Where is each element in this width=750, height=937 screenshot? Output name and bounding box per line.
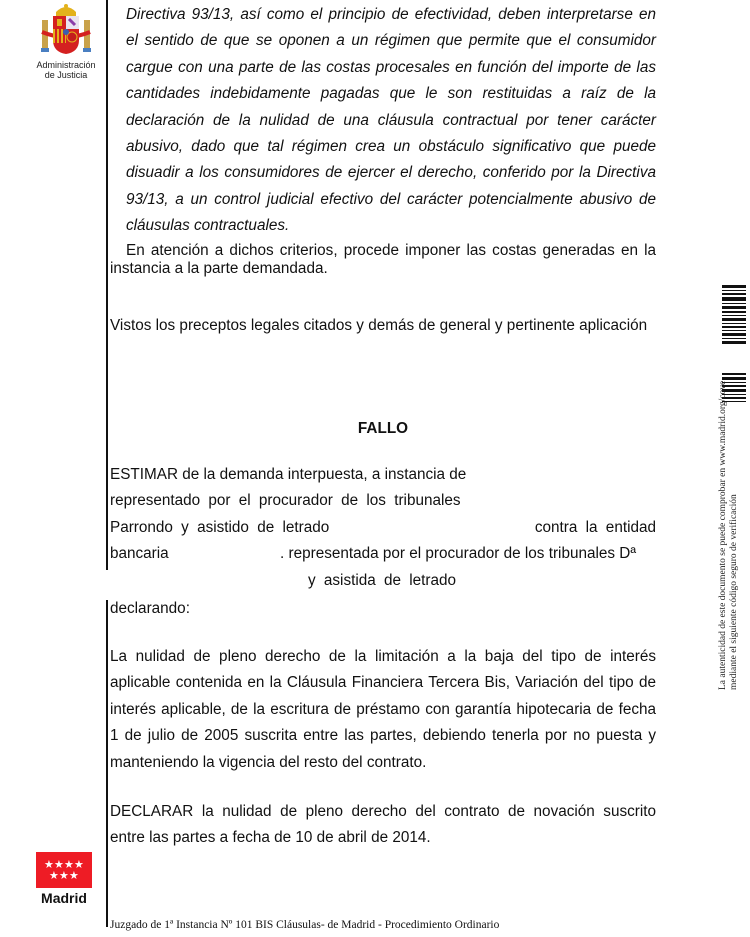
fallo-heading: FALLO — [357, 420, 409, 437]
coat-of-arms-icon — [38, 2, 94, 58]
svg-text:★: ★ — [49, 869, 59, 882]
estimar-line: Parrondo y asistido de letrado — [110, 518, 330, 536]
quote-line: abusivo, dado que tal régimen crea un obstáculo significativo que puede — [126, 138, 656, 156]
quote-line: declaración de la nulidad de una cláusula contractual por tener carácter — [126, 111, 656, 129]
logo-caption-line1: Administración — [36, 60, 96, 70]
nulidad-line: 1 de julio de 2005 suscrita entre las partes, debiendo tenerla por no puesta y — [110, 727, 656, 745]
madrid-caption: Madrid — [41, 890, 87, 906]
svg-text:★: ★ — [59, 869, 69, 882]
costas-line: En atención a dichos criterios, procede imponer las costas generadas en la — [126, 242, 656, 259]
barcode-icon — [722, 285, 746, 345]
logo-caption-line2: de Justicia — [44, 70, 88, 80]
estimar-line: ESTIMAR de la demanda interpuesta, a instancia de — [110, 466, 467, 483]
estimar-line: y asistida de letrado — [308, 571, 457, 589]
estimar-line: contra la entidad — [534, 518, 656, 536]
nulidad-line: interés aplicable, de la escritura de préstamo con garantía hipotecaria de fecha — [110, 700, 656, 718]
svg-text:★: ★ — [69, 869, 79, 882]
costas-paragraph — [110, 242, 656, 278]
quote-line: disuadir a los consumidores de ejercer el derecho, conferido por la Directiva — [126, 164, 656, 182]
quote-line: Directiva 93/13, así como el principio de efectividad, deben interpretarse en — [126, 6, 656, 23]
estimar-paragraph — [110, 462, 656, 594]
verification-line: La autenticidad de este documento se puede comprobar en www.madrid.org/cove — [718, 380, 728, 690]
estimar-line: representado por el procurador de los tribunales — [110, 492, 461, 510]
declarar-line: entre las partes a fecha de 10 de abril de 2014. — [110, 829, 431, 847]
court-footer: Juzgado de 1ª Instancia Nº 101 BIS Cláusulas- de Madrid - Procedimiento Ordinario — [110, 919, 500, 931]
declarando-label: declarando: — [110, 600, 190, 617]
verification-line: mediante el siguiente código seguro de verificación — [729, 494, 739, 690]
quote-line: 93/13, a un control judicial efectivo del carácter potencialmente abusivo de — [126, 190, 656, 208]
nulidad-paragraph — [110, 644, 656, 776]
estimar-line: bancaria — [110, 545, 169, 563]
madrid-flag-icon — [36, 852, 92, 888]
costas-line: instancia a la parte demandada. — [110, 260, 328, 277]
svg-text:★: ★ — [64, 858, 74, 871]
margin-line-lower — [106, 600, 108, 927]
verification-notice — [718, 381, 740, 690]
declarar-paragraph — [110, 799, 656, 852]
svg-text:★: ★ — [44, 858, 54, 871]
quote-line: el sentido de que se oponen a un régimen que permite que el consumidor — [126, 32, 656, 50]
quoted-paragraph — [126, 2, 656, 240]
comunidad-madrid-logo — [36, 852, 92, 906]
estimar-line-row — [110, 515, 656, 541]
nulidad-line: aplicable contenida en la Cláusula Financiera Tercera Bis, Variación del tipo de — [110, 674, 656, 692]
quote-line: cargue con una parte de las costas procesales en función del importe de las — [126, 58, 656, 76]
administracion-justicia-logo — [30, 2, 102, 80]
svg-text:★: ★ — [54, 858, 64, 871]
vistos-paragraph: Vistos los preceptos legales citados y demás de general y pertinente aplicación — [110, 317, 648, 334]
nulidad-line: manteniendo la vigencia del resto del contrato. — [110, 753, 427, 771]
margin-line-upper — [106, 0, 108, 570]
svg-text:★: ★ — [74, 858, 84, 871]
estimar-line: . representada por el procurador de los tribunales Dª — [280, 545, 636, 563]
estimar-line-row — [110, 541, 656, 567]
nulidad-line: La nulidad de pleno derecho de la limitación a la baja del tipo de interés — [110, 648, 656, 665]
quote-line: cláusulas contractuales. — [126, 217, 290, 235]
quote-line: cantidades indebidamente pagadas que le son restituidas a raíz de la — [126, 85, 656, 103]
declarar-line: DECLARAR la nulidad de pleno derecho del contrato de novación suscrito — [110, 803, 656, 820]
